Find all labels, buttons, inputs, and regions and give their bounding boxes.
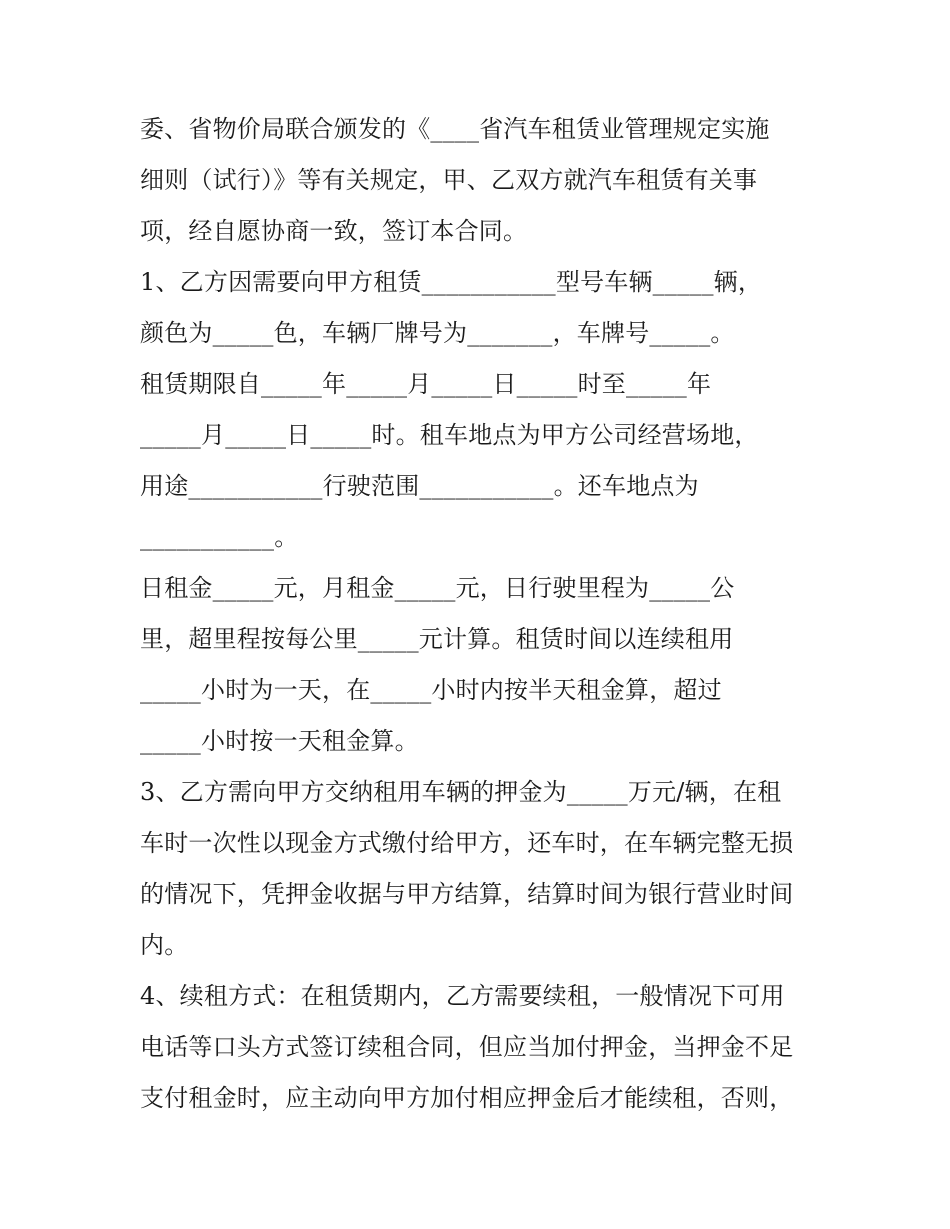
text-line: 车时一次性以现金方式缴付给甲方，还车时，在车辆完整无损 [140, 829, 794, 857]
text-line: 内。 [140, 931, 189, 959]
text-line: 日租金_____元，月租金_____元，日行驶里程为_____公 [140, 574, 735, 602]
text-line: _____小时为一天，在_____小时内按半天租金算，超过 [140, 676, 722, 704]
text-line: 委、省物价局联合颁发的《____省汽车租赁业管理规定实施 [140, 115, 770, 143]
text-line: 4、续租方式：在租赁期内，乙方需要续租，一般情况下可用 [140, 982, 785, 1010]
text-line: 项，经自愿协商一致，签订本合同。 [140, 217, 528, 245]
text-line: 用途___________行驶范围___________。还车地点为 [140, 472, 699, 500]
text-line: 电话等口头方式签订续租合同，但应当加付押金，当押金不足 [140, 1033, 794, 1061]
text-line: 里，超里程按每公里_____元计算。租赁时间以连续租用 [140, 625, 734, 653]
text-line: 的情况下，凭押金收据与甲方结算，结算时间为银行营业时间 [140, 880, 794, 908]
text-line: 支付租金时，应主动向甲方加付相应押金后才能续租，否则， [140, 1084, 794, 1112]
text-line: 颜色为_____色，车辆厂牌号为_______，车牌号_____。 [140, 319, 735, 347]
text-line: _____月_____日_____时。租车地点为甲方公司经营场地， [140, 421, 759, 449]
text-line: 3、乙方需向甲方交纳租用车辆的押金为_____万元/辆，在租 [140, 778, 782, 806]
contract-body-text [140, 104, 820, 1124]
text-line: 1、乙方因需要向甲方租赁___________型号车辆_____辆， [140, 268, 763, 296]
text-line: 细则（试行）》等有关规定，甲、乙双方就汽车租赁有关事 [140, 166, 758, 194]
text-line: 租赁期限自_____年_____月_____日_____时至_____年 [140, 370, 712, 398]
text-line: _____小时按一天租金算。 [140, 727, 419, 755]
text-line: ___________。 [140, 523, 299, 551]
